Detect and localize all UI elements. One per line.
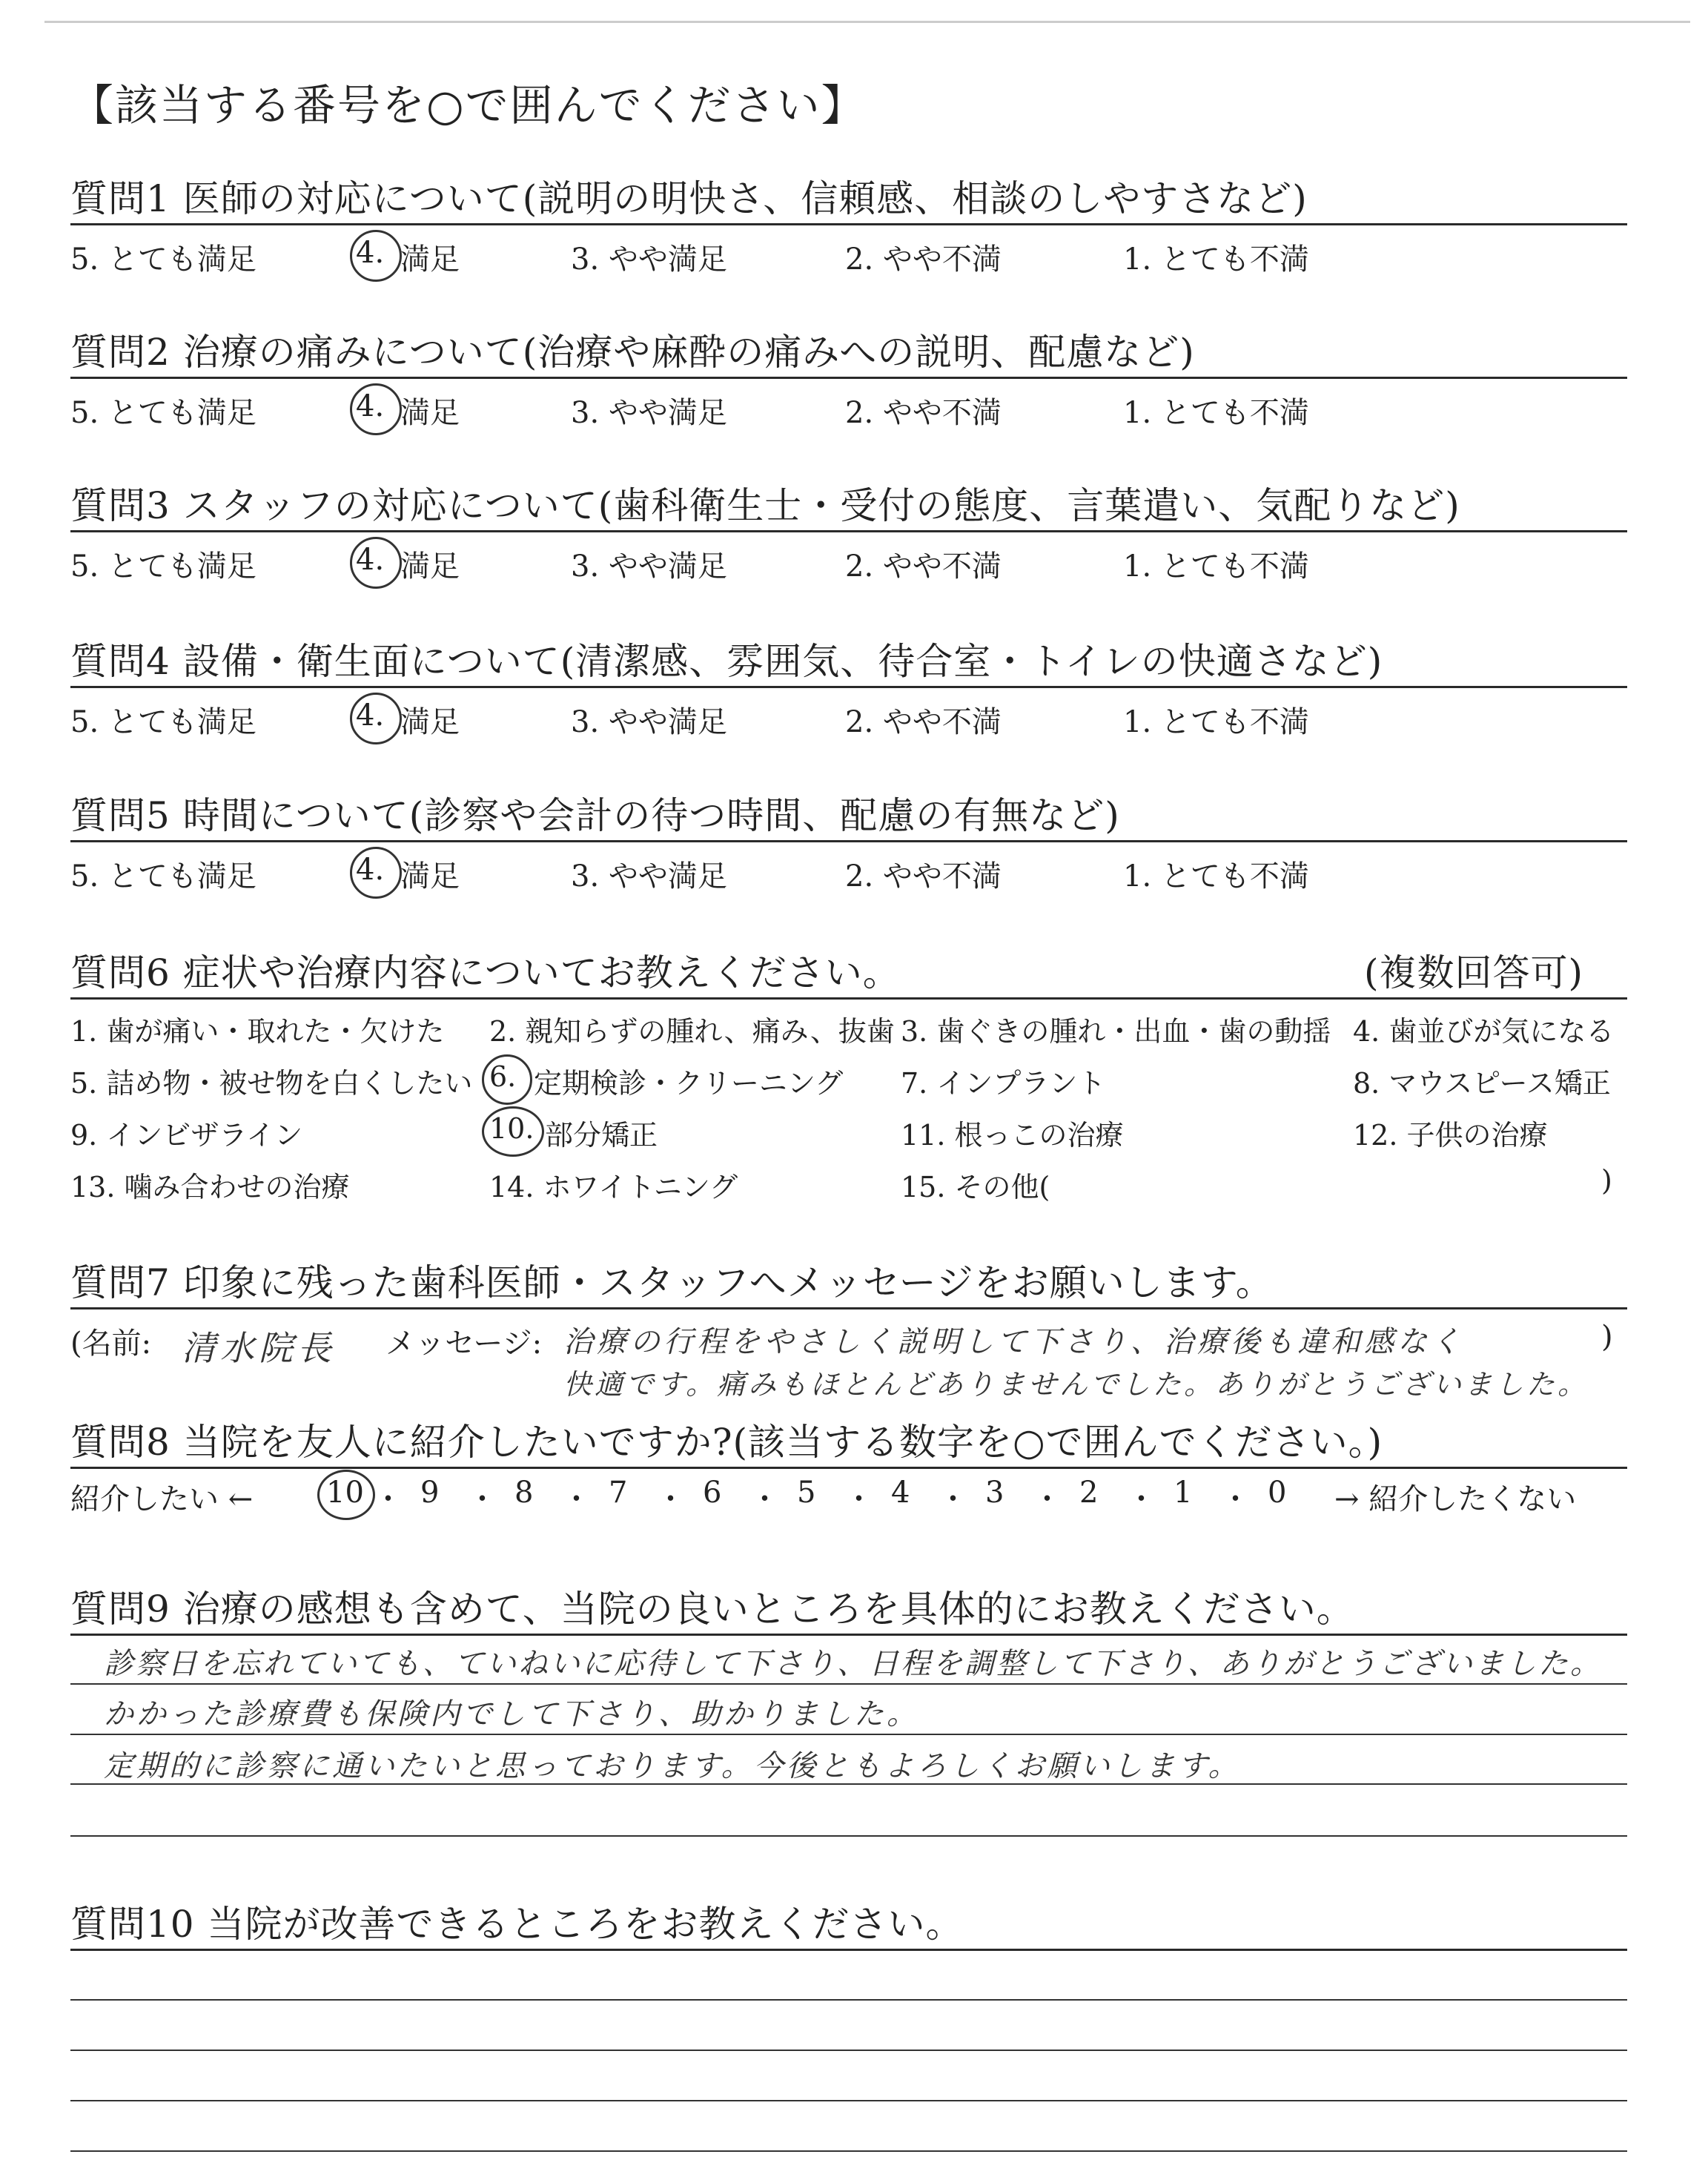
q8-scale-4[interactable]: 4 (891, 1476, 910, 1510)
q2-option-1[interactable]: 1. とても不満 (1123, 396, 1309, 430)
q5-option-4-number[interactable]: 4. (356, 853, 385, 887)
q6-option-15-close[interactable]: ) (1601, 1164, 1612, 1197)
q2-option-3[interactable]: 3. やや満足 (571, 396, 727, 430)
q4-option-5[interactable]: 5. とても満足 (70, 705, 256, 739)
q6-note: (複数回答可) (1364, 951, 1584, 994)
q6-rule (70, 997, 1627, 1000)
q9-rule-0 (70, 1634, 1627, 1636)
q6-option-4[interactable]: 4. 歯並びが気になる (1353, 1015, 1615, 1048)
q6-option-11[interactable]: 11. 根っこの治療 (901, 1119, 1124, 1152)
q6-option-14[interactable]: 14. ホワイトニング (489, 1171, 738, 1203)
q8-scale-7[interactable]: 7 (609, 1476, 628, 1510)
q6-label: 質問6 症状や治療内容についてお教えください。 (70, 951, 901, 994)
q7-name-label: (名前: (70, 1327, 152, 1361)
q3-option-5[interactable]: 5. とても満足 (70, 549, 256, 584)
q1-label: 質問1 医師の対応について(説明の明快さ、信頼感、相談のしやすさなど) (70, 177, 1308, 220)
q10-rule-2 (70, 2050, 1627, 2051)
q8-scale-2[interactable]: 2 (1079, 1476, 1099, 1510)
q4-rule (70, 686, 1627, 688)
q5-option-5[interactable]: 5. とても満足 (70, 859, 256, 894)
q8-rule (70, 1467, 1627, 1469)
q2-option-5[interactable]: 5. とても満足 (70, 396, 256, 430)
q4-option-4-text[interactable]: 満足 (400, 705, 460, 739)
q6-option-12[interactable]: 12. 子供の治療 (1353, 1119, 1548, 1152)
q6-option-8[interactable]: 8. マウスピース矯正 (1353, 1067, 1611, 1100)
q2-label: 質問2 治療の痛みについて(治療や麻酔の痛みへの説明、配慮など) (70, 331, 1195, 374)
q3-option-2[interactable]: 2. やや不満 (845, 549, 1002, 584)
q7-rule (70, 1307, 1627, 1309)
q8-scale-8[interactable]: 8 (514, 1476, 534, 1510)
q3-option-4-number[interactable]: 4. (356, 543, 385, 577)
q2-rule (70, 377, 1627, 379)
q4-option-3[interactable]: 3. やや満足 (571, 705, 727, 739)
q10-rule-3 (70, 2100, 1627, 2101)
q9-rule-2 (70, 1734, 1627, 1735)
q6-option-6-text[interactable]: 定期検診・クリーニング (534, 1067, 844, 1100)
q3-selection-circle (350, 537, 402, 589)
q2-selection-circle (350, 383, 402, 435)
q3-label: 質問3 スタッフの対応について(歯科衛生士・受付の態度、言葉遣い、気配りなど) (70, 484, 1460, 527)
q2-option-2[interactable]: 2. やや不満 (845, 396, 1002, 430)
q6-option-15[interactable]: 15. その他( (901, 1171, 1050, 1203)
q6-option-5[interactable]: 5. 詰め物・被せ物を白くしたい (70, 1067, 473, 1100)
q1-rule (70, 223, 1627, 225)
q1-option-2[interactable]: 2. やや不満 (845, 242, 1002, 277)
q8-scale-separator: ・ (1126, 1482, 1156, 1516)
q8-scale-separator: ・ (749, 1482, 780, 1516)
q6-selection-circle-10 (482, 1106, 544, 1157)
q7-label: 質問7 印象に残った歯科医師・スタッフへメッセージをお願いします。 (70, 1261, 1274, 1304)
q4-selection-circle (350, 693, 402, 744)
q3-option-3[interactable]: 3. やや満足 (571, 549, 727, 584)
q7-name-value: 清水院長 (182, 1328, 336, 1368)
q9-rule-3 (70, 1783, 1627, 1785)
q8-scale-3[interactable]: 3 (985, 1476, 1004, 1510)
q5-selection-circle (350, 847, 402, 899)
q8-scale-5[interactable]: 5 (797, 1476, 816, 1510)
q8-scale-0[interactable]: 0 (1268, 1476, 1287, 1510)
q4-option-2[interactable]: 2. やや不満 (845, 705, 1002, 739)
q8-scale-6[interactable]: 6 (703, 1476, 722, 1510)
q10-rule-0 (70, 1949, 1627, 1951)
q8-selection-circle (317, 1470, 375, 1520)
q4-label: 質問4 設備・衛生面について(清潔感、雰囲気、待合室・トイレの快適さなど) (70, 640, 1383, 683)
q8-scale-separator: ・ (844, 1482, 874, 1516)
q2-option-4-text[interactable]: 満足 (400, 396, 460, 430)
q8-right-label: → 紹介したくない (1334, 1482, 1577, 1516)
q5-label: 質問5 時間について(診察や会計の待つ時間、配慮の有無など) (70, 794, 1120, 837)
q1-option-1[interactable]: 1. とても不満 (1123, 242, 1309, 277)
q1-option-5[interactable]: 5. とても満足 (70, 242, 256, 277)
q9-line-2: かかった診療費も保険内でして下さり、助かりました。 (104, 1697, 919, 1731)
q3-rule (70, 530, 1627, 532)
q8-scale-separator: ・ (561, 1482, 592, 1516)
q8-scale-separator: ・ (1220, 1482, 1251, 1516)
q7-close-paren: ) (1601, 1320, 1613, 1354)
q9-label: 質問9 治療の感想も含めて、当院の良いところを具体的にお教えください。 (70, 1588, 1354, 1631)
q6-option-1[interactable]: 1. 歯が痛い・取れた・欠けた (70, 1015, 445, 1048)
q6-option-2[interactable]: 2. 親知らずの腫れ、痛み、抜歯 (489, 1015, 895, 1048)
q8-scale-1[interactable]: 1 (1174, 1476, 1193, 1510)
q5-option-4-text[interactable]: 満足 (400, 859, 460, 894)
q3-option-4-text[interactable]: 満足 (400, 549, 460, 584)
q7-message-line2: 快適です。痛みもほとんどありませんでした。ありがとうございました。 (563, 1368, 1589, 1401)
q8-label: 質問8 当院を友人に紹介したいですか?(該当する数字を○で囲んでください。) (70, 1421, 1383, 1464)
q6-option-10-text[interactable]: 部分矯正 (545, 1119, 658, 1152)
q6-option-9[interactable]: 9. インビザライン (70, 1119, 303, 1152)
q8-scale-separator: ・ (655, 1482, 686, 1516)
q8-scale-separator: ・ (373, 1482, 403, 1516)
q6-option-10-number[interactable]: 10. (489, 1112, 534, 1145)
q9-line-1: 診察日を忘れていても、ていねいに応待して下さり、日程を調整して下さり、ありがとうございました。 (104, 1647, 1602, 1681)
q8-scale-separator: ・ (938, 1482, 968, 1516)
q8-scale-9[interactable]: 9 (420, 1476, 440, 1510)
q6-option-6-number[interactable]: 6. (489, 1060, 517, 1093)
q3-option-1[interactable]: 1. とても不満 (1123, 549, 1309, 584)
q1-option-4-text[interactable]: 満足 (400, 242, 460, 277)
q1-option-3[interactable]: 3. やや満足 (571, 242, 727, 277)
page-heading: 【該当する番号を○で囲んでください】 (70, 80, 866, 131)
q9-rule-4 (70, 1835, 1627, 1837)
q7-message-label: メッセージ: (385, 1327, 543, 1361)
q8-left-label: 紹介したい ← (70, 1482, 254, 1516)
q10-label: 質問10 当院が改善できるところをお教えください。 (70, 1903, 964, 1946)
q7-message-line1: 治療の行程をやさしく説明して下さり、治療後も違和感なく (563, 1325, 1464, 1359)
q6-option-7[interactable]: 7. インプラント (901, 1067, 1106, 1100)
q1-selection-circle (350, 230, 402, 282)
q9-line-3: 定期的に診察に通いたいと思っております。今後ともよろしくお願いします。 (104, 1749, 1241, 1783)
q6-option-3[interactable]: 3. 歯ぐきの腫れ・出血・歯の動揺 (901, 1015, 1331, 1048)
q5-option-3[interactable]: 3. やや満足 (571, 859, 727, 894)
q9-rule-1 (70, 1683, 1627, 1685)
q6-selection-circle-6 (482, 1054, 532, 1105)
q8-scale-10[interactable]: 10 (326, 1476, 364, 1510)
top-border (44, 21, 1690, 23)
q8-scale-separator: ・ (1032, 1482, 1062, 1516)
q10-rule-4 (70, 2150, 1627, 2152)
q10-rule-1 (70, 1999, 1627, 2001)
q5-rule (70, 840, 1627, 842)
q8-scale-separator: ・ (467, 1482, 497, 1516)
q1-option-4-number[interactable]: 4. (356, 236, 385, 270)
q4-option-1[interactable]: 1. とても不満 (1123, 705, 1309, 739)
q5-option-2[interactable]: 2. やや不満 (845, 859, 1002, 894)
q2-option-4-number[interactable]: 4. (356, 389, 385, 423)
q6-option-13[interactable]: 13. 噛み合わせの治療 (70, 1171, 350, 1203)
q4-option-4-number[interactable]: 4. (356, 698, 385, 733)
q5-option-1[interactable]: 1. とても不満 (1123, 859, 1309, 894)
